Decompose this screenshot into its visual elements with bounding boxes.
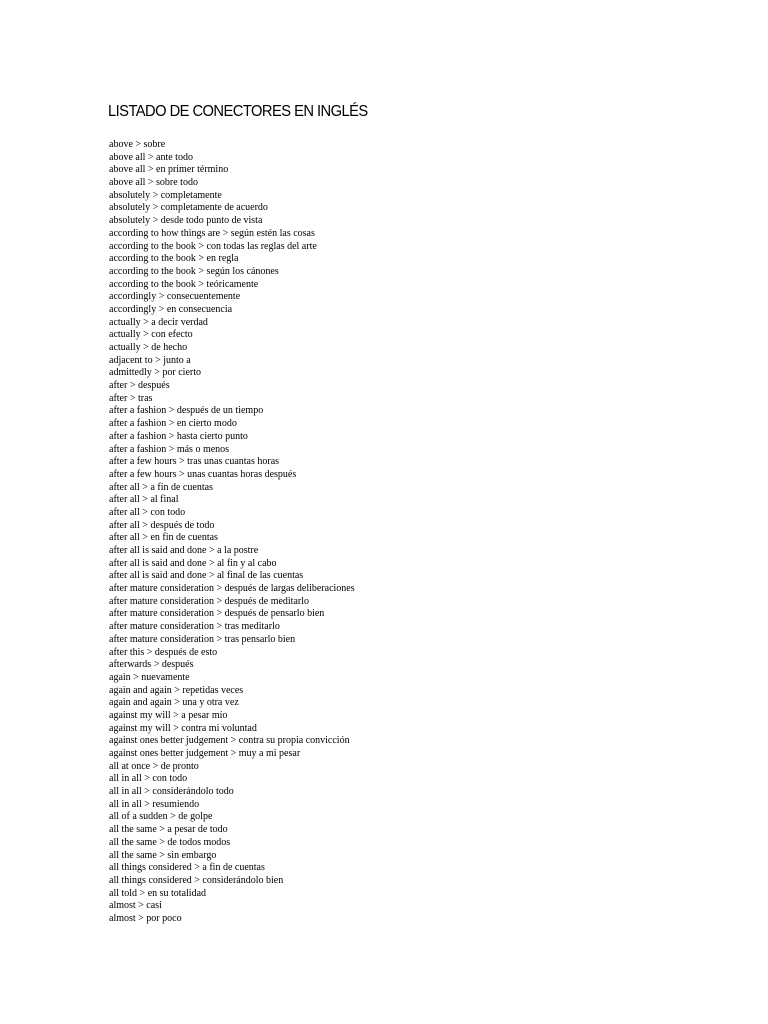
- connector-entry: after a fashion > después de un tiempo: [109, 405, 264, 417]
- connector-entry: adjacent to > junto a: [109, 354, 191, 366]
- connector-entry: absolutely > completamente de acuerdo: [109, 202, 268, 214]
- connector-entry: all told > en su totalidad: [109, 887, 207, 899]
- connector-entry: actually > de hecho: [109, 342, 188, 353]
- connector-entry: after mature consideration > tras pensarlo bien: [109, 633, 296, 645]
- connector-entry: against ones better judgement > muy a mi pesar: [109, 748, 301, 759]
- connector-entry: all in all > resumiendo: [109, 798, 200, 810]
- connector-entry: according to the book > en regla: [109, 253, 239, 265]
- connector-entry: again and again > repetidas veces: [109, 684, 244, 696]
- connector-entry: again and again > una y otra vez: [109, 697, 239, 709]
- connector-entry: all in all > considerándolo todo: [109, 786, 234, 798]
- connector-entry: after > tras: [109, 392, 153, 404]
- connector-entry: all the same > a pesar de todo: [109, 824, 228, 836]
- connector-entry: above all > en primer término: [109, 164, 229, 176]
- connector-entry: all things considered > a fin de cuentas: [109, 862, 265, 874]
- connector-entry: all the same > sin embargo: [109, 849, 217, 861]
- connector-entry: actually > a decir verdad: [109, 316, 208, 328]
- connector-entry: after mature consideration > después de largas deliberaciones: [109, 583, 355, 595]
- connector-entry: accordingly > en consecuencia: [109, 303, 233, 315]
- connector-entry: against my will > contra mi voluntad: [109, 722, 257, 734]
- connector-entry: after this > después de esto: [109, 646, 218, 658]
- connector-entry: afterwards > después: [109, 659, 194, 671]
- connector-entry: accordingly > consecuentemente: [109, 291, 241, 303]
- connector-entry: almost > casi: [109, 900, 162, 912]
- connector-entry: after all > al final: [109, 494, 179, 506]
- connector-entry: after all is said and done > al final de las cuentas: [109, 570, 304, 582]
- connector-entry: after all > a fin de cuentas: [109, 481, 213, 493]
- connector-entry: almost > por poco: [109, 912, 182, 924]
- connector-entry: all at once > de pronto: [109, 760, 199, 772]
- connector-entry: according to the book > teóricamente: [109, 278, 259, 290]
- connector-entry: after a few hours > tras unas cuantas horas: [109, 456, 280, 468]
- connector-entry: above all > sobre todo: [109, 177, 198, 189]
- connector-entry: after mature consideration > después de pensarlo bien: [109, 608, 325, 620]
- connector-entry: again > nuevamente: [109, 671, 190, 683]
- connector-entry: admittedly > por cierto: [109, 367, 202, 379]
- connector-list: [109, 139, 355, 926]
- connector-entry: after all > en fin de cuentas: [109, 532, 218, 544]
- connector-entry: actually > con efecto: [109, 329, 193, 341]
- connector-entry: after all is said and done > a la postre: [109, 545, 259, 556]
- connector-entry: after all > con todo: [109, 506, 186, 518]
- connector-entry: after mature consideration > después de meditarlo: [109, 595, 310, 607]
- connector-entry: all things considered > considerándolo bien: [109, 874, 284, 886]
- connector-entry: according to how things are > según estén las cosas: [109, 227, 315, 239]
- connector-entry: according to the book > con todas las reglas del arte: [109, 240, 317, 252]
- document-title: LISTADO DE CONECTORES EN INGLÉS: [108, 103, 368, 120]
- connector-entry: all in all > con todo: [109, 773, 188, 785]
- connector-entry: after mature consideration > tras meditarlo: [109, 621, 280, 633]
- connector-entry: against ones better judgement > contra su propia convicción: [109, 735, 350, 747]
- connector-entry: all of a sudden > de golpe: [109, 811, 213, 823]
- connector-entry: absolutely > desde todo punto de vista: [109, 215, 263, 227]
- connector-entry: absolutely > completamente: [109, 189, 222, 201]
- connector-entry: above > sobre: [109, 139, 166, 150]
- connector-entry: after a few hours > unas cuantas horas después: [109, 468, 297, 480]
- connector-entry: after a fashion > más o menos: [109, 443, 230, 455]
- connector-entry: after all > después de todo: [109, 519, 215, 531]
- connector-entry: after a fashion > en cierto modo: [109, 418, 237, 430]
- connector-entry: all the same > de todos modos: [109, 836, 231, 848]
- connector-entry: above all > ante todo: [109, 151, 193, 163]
- connector-entry: according to the book > según los cánones: [109, 265, 279, 277]
- connector-entry: after a fashion > hasta cierto punto: [109, 430, 248, 442]
- connector-entry: against my will > a pesar mío: [109, 709, 228, 721]
- connector-entry: after > después: [109, 380, 170, 392]
- connector-entry: after all is said and done > al fin y al cabo: [109, 557, 277, 569]
